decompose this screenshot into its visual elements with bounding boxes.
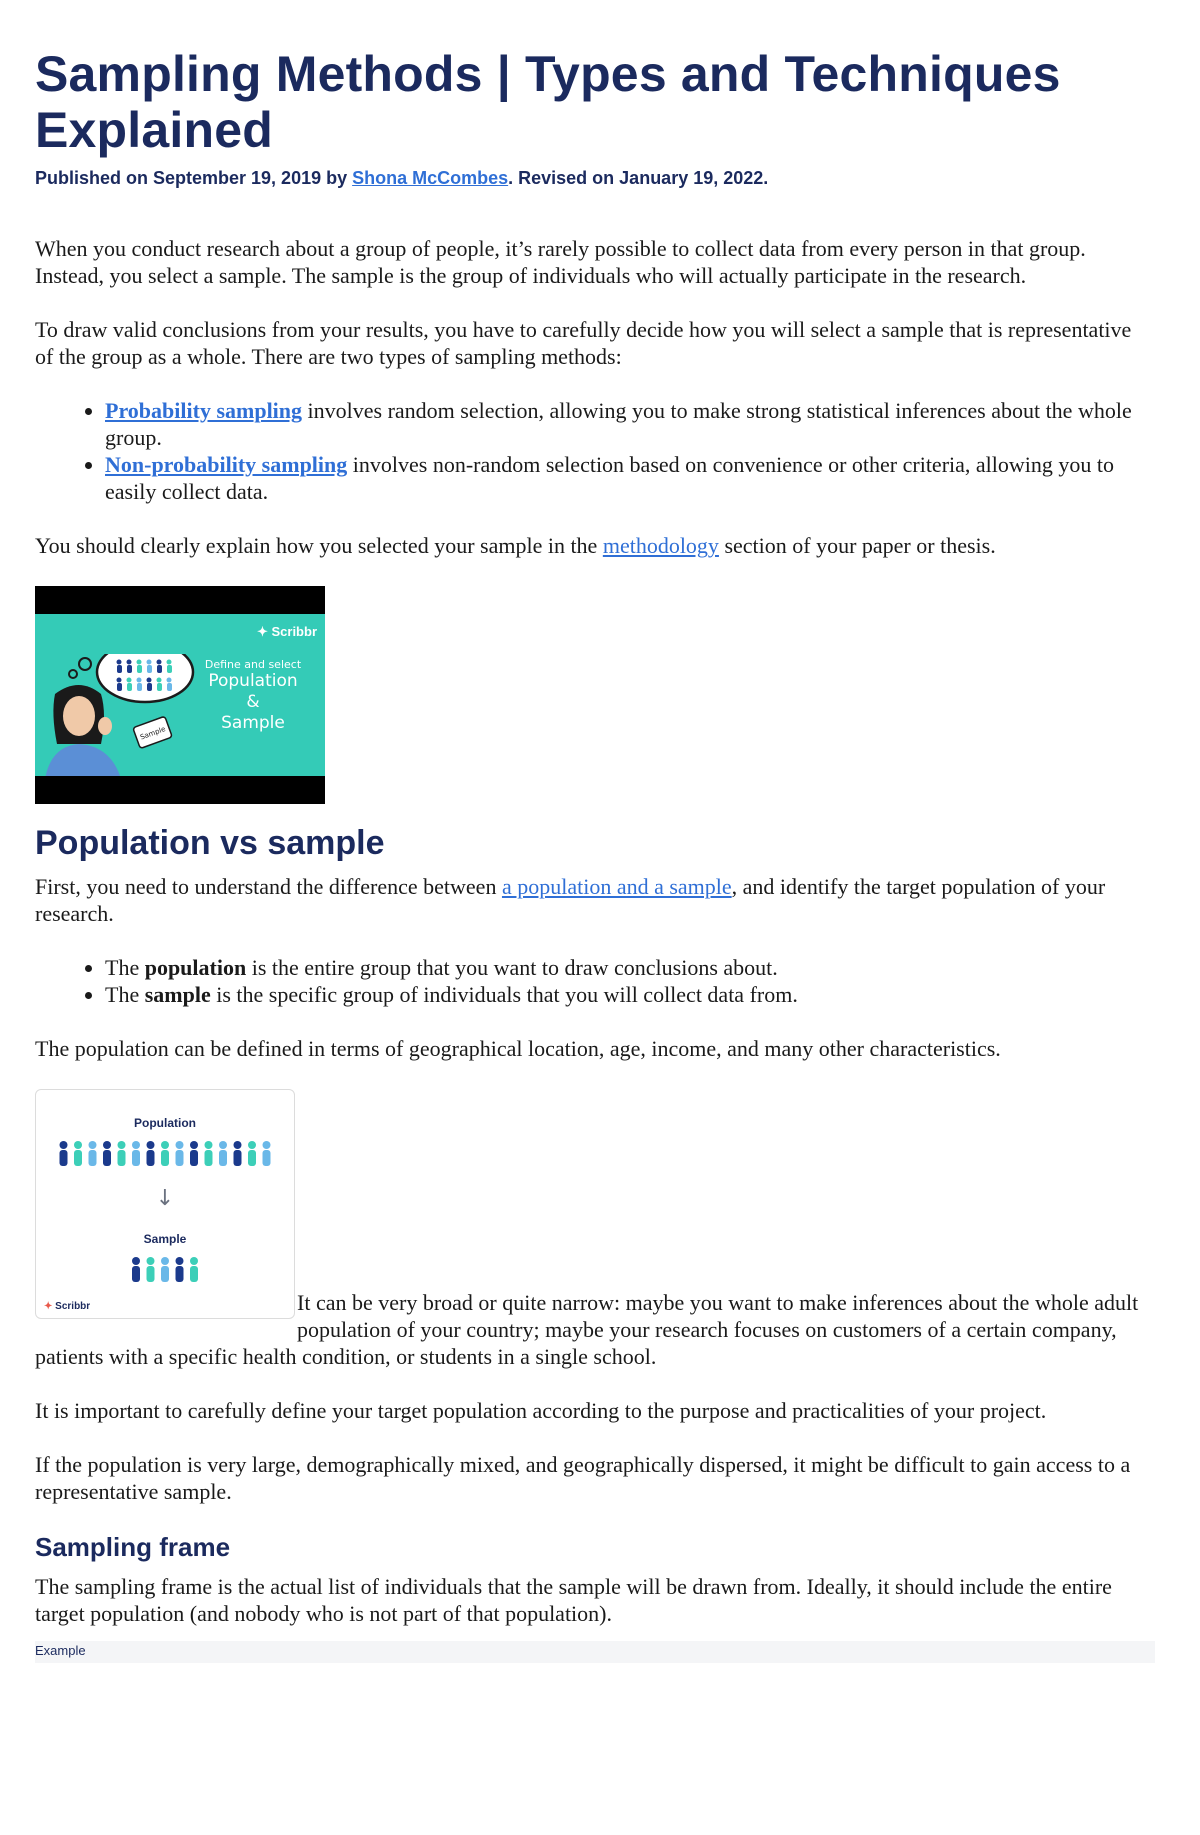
list-item [105,981,1155,1008]
example-label: Example [35,1643,86,1658]
person-icon [219,1141,227,1166]
byline [35,168,1155,189]
list-item [105,397,1155,451]
sampling-frame-paragraph: The sampling frame is the actual list of individuals that the sample will be drawn from. Ideally, it should include the entire target population (and nobody who is not part of that population). [35,1574,1112,1626]
list-item-text: involves random selection, allowing you to make strong statistical inferences about the whole group. [105,398,1132,450]
byline-prefix: Published on September 19, 2019 by [35,168,353,188]
probability-sampling-link[interactable]: Probability sampling [105,398,303,423]
example-box[interactable] [35,1641,1155,1663]
author-link[interactable]: Shona McCombes [352,168,509,188]
intro-paragraph-2: To draw valid conclusions from your results, you have to carefully decide how you will select a sample that is representative of the group as a whole. There are two types of sampling methods: [35,317,1132,369]
video-title-line: Population [208,671,298,691]
population-paragraph-4: It is important to carefully define your target population according to the purpose and practicalities of your project. [35,1398,1047,1423]
person-icon [147,1257,155,1282]
person-icon [263,1141,271,1166]
byline-suffix: . Revised on January 19, 2022. [508,168,769,188]
sample-icons [36,1256,294,1286]
person-icon [60,1141,68,1166]
video-tag-text: Sample [139,725,167,742]
population-paragraph-3: It can be very broad or quite narrow: maybe you want to make inferences about the whole adult population of your country; maybe your research focuses on customers of a certain company, patients with a specific health condition, or students in a single school. [35,1290,1139,1369]
figure-brand [44,1301,90,1312]
video-title-line: Define and select [204,658,302,671]
video-frame [35,614,325,776]
intro-paragraph-3 [35,532,1155,559]
bold-term: sample [144,982,211,1007]
population-sample-link[interactable]: a population and a sample [501,874,732,899]
person-icon [176,1257,184,1282]
person-icon [161,1257,169,1282]
text-span: , and identify the target population of your research. [35,874,1106,926]
video-title-line: & [246,692,260,712]
methodology-link[interactable]: methodology [602,533,719,558]
article [35,40,1155,1663]
person-icon [132,1141,140,1166]
person-icon [89,1141,97,1166]
population-figure-block [35,1089,1155,1397]
list-item [105,451,1155,505]
list-item-text: involves non-random selection based on convenience or other criteria, allowing you to easily collect data. [105,452,1114,504]
population-paragraph-1 [35,873,1155,927]
video-brand [257,624,317,640]
text-span: The [105,982,145,1007]
list-item [105,954,1155,981]
section-heading-population: Population vs sample [35,824,385,862]
student-illustration [41,654,206,776]
arrow-down-icon: ↓ [155,1186,175,1211]
person-icon [248,1141,256,1166]
person-icon [147,1141,155,1166]
person-icon [132,1257,140,1282]
figure-label-population: Population [134,1116,196,1130]
text-span: The [105,955,145,980]
population-paragraph-5: If the population is very large, demographically mixed, and geographically dispersed, it might be difficult to gain access to a representative sample. [35,1452,1131,1504]
text-span: section of your paper or thesis. [718,533,996,558]
person-icon [190,1257,198,1282]
video-brand-text: Scribbr [271,624,317,639]
population-icons [36,1140,294,1170]
person-icon [190,1141,198,1166]
person-icon [161,1141,169,1166]
scribbr-logo-icon: ✦ [44,1301,56,1312]
video-thumbnail[interactable] [35,586,325,804]
text-span: is the entire group that you want to draw conclusions about. [246,955,778,980]
intro-paragraph-1: When you conduct research about a group of people, it’s rarely possible to collect data from every person in that group. Instead, you select a sample. The sample is the group of individuals who will actually participate in the research. [35,236,1086,288]
page-title: Sampling Methods | Types and Techniques Explained [35,46,1061,158]
text-span: You should clearly explain how you selected your sample in the [35,533,603,558]
scribbr-logo-icon: ✦ [256,624,272,639]
population-sample-figure [35,1089,295,1319]
video-title-line: Sample [221,713,285,733]
population-paragraph-2: The population can be defined in terms of geographical location, age, income, and many other characteristics. [35,1036,1001,1061]
person-icon [103,1141,111,1166]
person-icon [205,1141,213,1166]
sampling-types-list [35,397,1155,505]
person-icon [234,1141,242,1166]
person-icon [74,1141,82,1166]
figure-brand-text: Scribbr [55,1301,91,1312]
population-definitions-list [35,954,1155,1008]
video-title [203,658,303,734]
figure-label-sample: Sample [143,1232,187,1246]
text-span: is the specific group of individuals that you will collect data from. [210,982,798,1007]
person-icon [118,1141,126,1166]
person-icon [176,1141,184,1166]
bold-term: population [144,955,247,980]
non-probability-sampling-link[interactable]: Non-probability sampling [105,452,348,477]
text-span: First, you need to understand the difference between [35,874,502,899]
section-heading-sampling-frame: Sampling frame [35,1532,231,1562]
